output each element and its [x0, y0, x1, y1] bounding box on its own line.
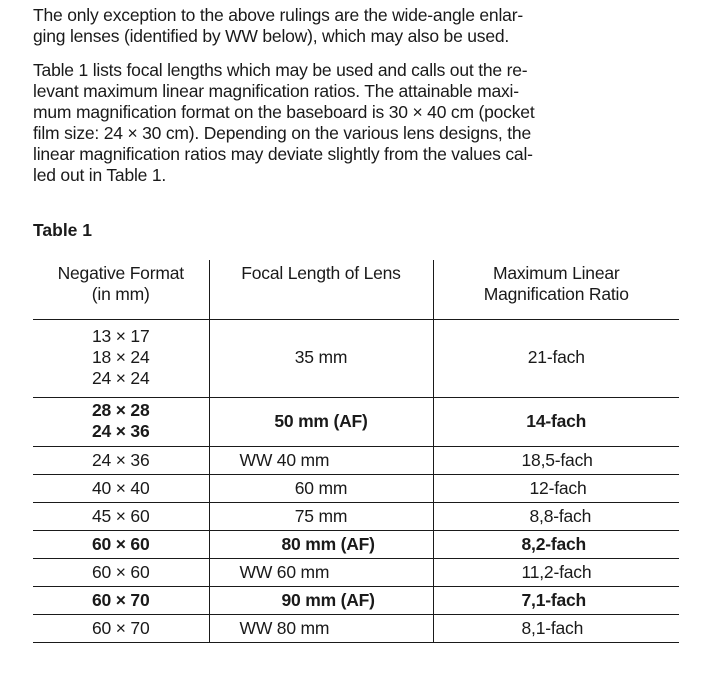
cell-focal-length: 50 mm (AF): [209, 398, 433, 447]
table-header-row: [33, 260, 679, 320]
text-line: Table 1 lists focal lengths which may be used and calls out the re-: [33, 60, 528, 80]
text-line: levant maximum linear magnification ratios. The attainable maxi-: [33, 81, 519, 101]
text-line: led out in Table 1.: [33, 165, 167, 185]
header-focal-length: [209, 260, 433, 320]
cell-max-ratio: 21-fach: [433, 320, 679, 398]
cell-max-ratio: 18,5-fach: [433, 447, 679, 475]
cell-max-ratio: 11,2-fach: [433, 559, 679, 587]
format-value: 13 × 17: [92, 326, 150, 346]
cell-negative-format: 60 × 60: [33, 559, 209, 587]
cell-max-ratio: 8,8-fach: [433, 503, 679, 531]
table-row: [33, 447, 679, 475]
table-row: [33, 503, 679, 531]
cell-negative-format: 45 × 60: [33, 503, 209, 531]
cell-negative-format: [33, 320, 209, 398]
cell-focal-length: WW 60 mm: [209, 559, 433, 587]
header-max-ratio: [433, 260, 679, 320]
header-line: Maximum Linear: [492, 263, 620, 283]
format-value: 18 × 24: [92, 347, 150, 367]
cell-negative-format: [33, 398, 209, 447]
cell-negative-format: 60 × 70: [33, 587, 209, 615]
cell-focal-length: 75 mm: [209, 503, 433, 531]
table-row: [33, 615, 679, 643]
cell-focal-length: 35 mm: [209, 320, 433, 398]
table-caption: Table 1: [33, 220, 93, 240]
cell-focal-length: 80 mm (AF): [209, 531, 433, 559]
cell-focal-length: 90 mm (AF): [209, 587, 433, 615]
table-row: [33, 587, 679, 615]
intro-paragraph: [33, 5, 683, 47]
cell-focal-length: WW 80 mm: [209, 615, 433, 643]
cell-focal-length: WW 40 mm: [209, 447, 433, 475]
text-line: film size: 24 × 30 cm). Depending on the various lens designs, the: [33, 123, 531, 143]
cell-negative-format: 40 × 40: [33, 475, 209, 503]
text-line: The only exception to the above rulings are the wide-angle enlar-: [33, 5, 523, 25]
table-row: [33, 475, 679, 503]
cell-max-ratio: 8,1-fach: [433, 615, 679, 643]
format-value: 24 × 24: [92, 368, 150, 388]
header-line: (in mm): [91, 284, 150, 304]
text-line: mum magnification format on the baseboard is 30 × 40 cm (pocket: [33, 102, 535, 122]
text-line: ging lenses (identified by WW below), which may also be used.: [33, 26, 510, 46]
table-description-paragraph: [33, 60, 683, 186]
header-line: Magnification Ratio: [483, 284, 629, 304]
cell-max-ratio: 7,1-fach: [433, 587, 679, 615]
header-line: Focal Length of Lens: [241, 263, 401, 283]
table-row: [33, 531, 679, 559]
header-line: Negative Format: [57, 263, 184, 283]
cell-negative-format: 60 × 70: [33, 615, 209, 643]
table-row: [33, 320, 679, 398]
format-value: 28 × 28: [92, 400, 150, 420]
header-negative-format: [33, 260, 209, 320]
cell-negative-format: 60 × 60: [33, 531, 209, 559]
table-row: [33, 398, 679, 447]
text-line: linear magnification ratios may deviate slightly from the values cal-: [33, 144, 533, 164]
cell-max-ratio: 8,2-fach: [433, 531, 679, 559]
table-row: [33, 559, 679, 587]
cell-max-ratio: 12-fach: [433, 475, 679, 503]
magnification-table: [33, 260, 679, 643]
cell-max-ratio: 14-fach: [433, 398, 679, 447]
cell-negative-format: 24 × 36: [33, 447, 209, 475]
format-value: 24 × 36: [92, 421, 150, 441]
cell-focal-length: 60 mm: [209, 475, 433, 503]
